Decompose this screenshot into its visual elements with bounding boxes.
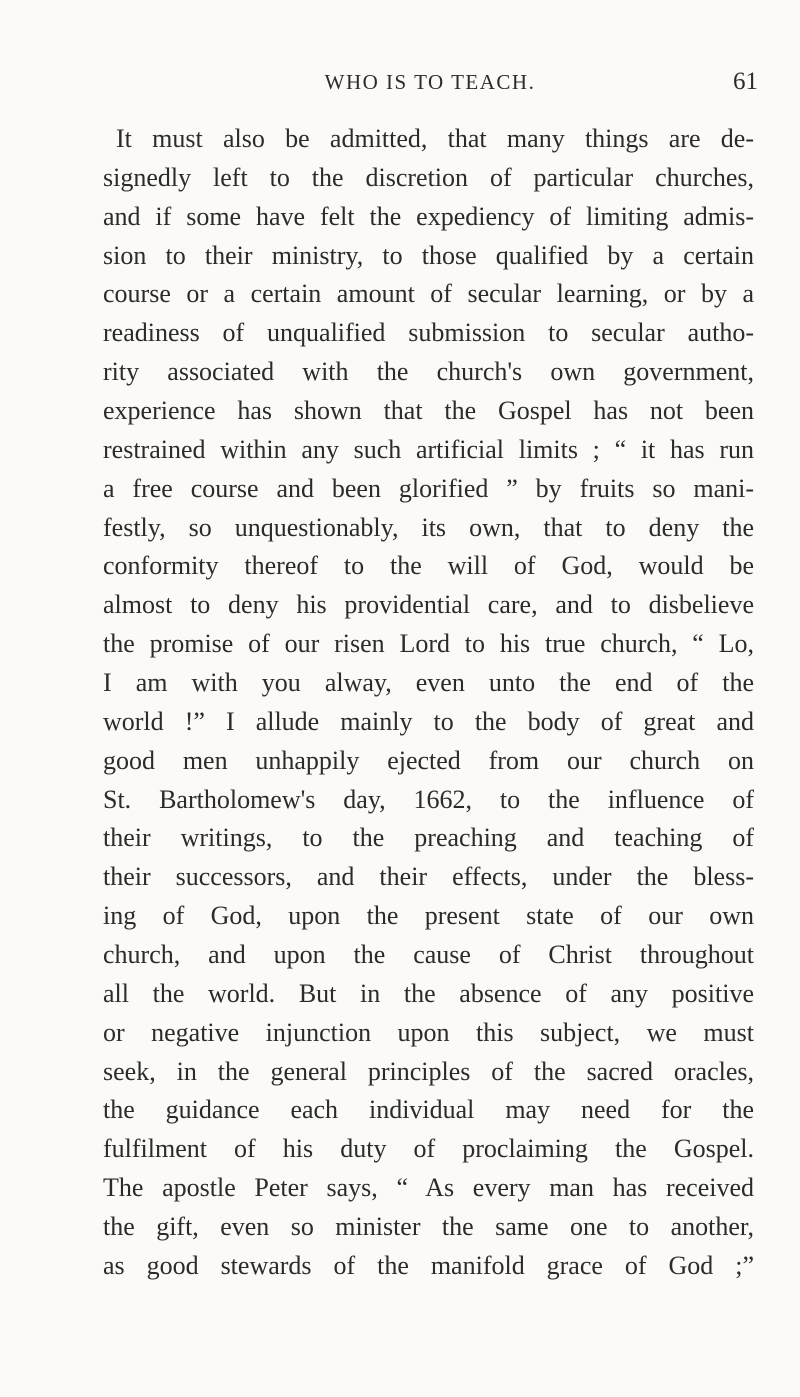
text-line: or negative injunction upon this subject, we must	[103, 1017, 754, 1047]
text-line: seek, in the general principles of the sacred oracles,	[103, 1056, 754, 1086]
text-line: the promise of our risen Lord to his true church, “ Lo,	[103, 629, 754, 659]
text-line: signedly left to the discretion of particular churches,	[103, 162, 754, 192]
running-title: WHO IS TO TEACH.	[324, 70, 536, 94]
text-line: the guidance each individual may need for the	[103, 1095, 754, 1125]
text-line: The apostle Peter says, “ As every man has received	[103, 1173, 754, 1203]
text-line: I am with you alway, even unto the end of the	[103, 668, 754, 698]
text-line: a free course and been glorified ” by fruits so mani-	[103, 473, 754, 503]
text-line: their writings, to the preaching and teaching of	[103, 823, 754, 853]
text-line: readiness of unqualified submission to secular autho-	[103, 318, 754, 348]
text-line: as good stewards of the manifold grace of God ;”	[103, 1250, 754, 1280]
text-line: their successors, and their effects, under the bless-	[103, 862, 754, 892]
text-line: festly, so unquestionably, its own, that to deny the	[103, 512, 754, 542]
body-text	[103, 120, 754, 1286]
page-number: 61	[733, 68, 758, 95]
text-line: course or a certain amount of secular learning, or by a	[103, 279, 754, 309]
text-line: world !” I allude mainly to the body of great and	[103, 706, 754, 736]
text-line: and if some have felt the expediency of limiting admis-	[103, 201, 754, 231]
text-line: It must also be admitted, that many things are de-	[116, 124, 754, 153]
text-line: good men unhappily ejected from our church on	[103, 745, 754, 775]
text-line: ing of God, upon the present state of our own	[103, 901, 754, 931]
text-line: all the world. But in the absence of any positive	[103, 978, 754, 1008]
running-head	[100, 62, 760, 102]
text-line: fulfilment of his duty of proclaiming the Gospel.	[103, 1134, 754, 1164]
text-line: experience has shown that the Gospel has not been	[103, 396, 754, 426]
text-line: church, and upon the cause of Christ throughout	[103, 940, 754, 970]
text-line: St. Bartholomew's day, 1662, to the influence of	[103, 784, 754, 814]
text-line: rity associated with the church's own government,	[103, 357, 754, 387]
text-line: the gift, even so minister the same one to another,	[103, 1212, 754, 1242]
text-line: almost to deny his providential care, and to disbelieve	[103, 590, 754, 620]
text-line: conformity thereof to the will of God, would be	[103, 551, 754, 581]
text-line: restrained within any such artificial limits ; “ it has run	[103, 434, 754, 464]
text-line: sion to their ministry, to those qualified by a certain	[103, 240, 754, 270]
